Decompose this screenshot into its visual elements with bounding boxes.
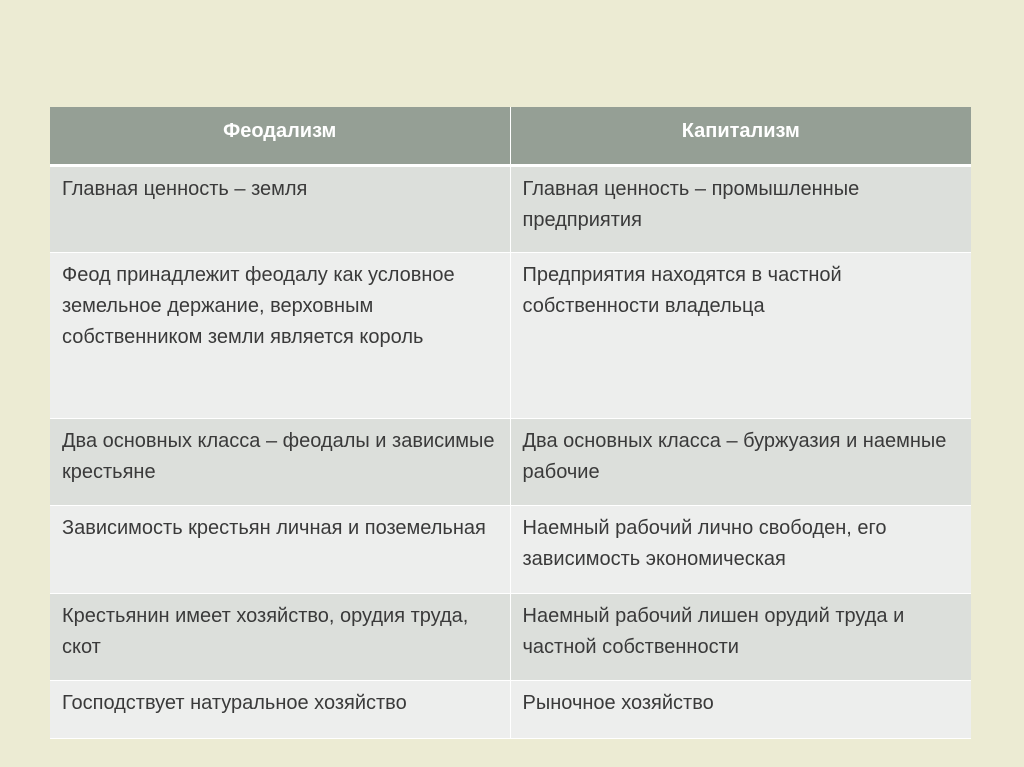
feudalism-cell: Главная ценность – земля xyxy=(50,165,510,252)
feudalism-cell: Господствует натуральное хозяйство xyxy=(50,680,510,738)
comparison-table xyxy=(50,107,971,739)
feudalism-cell: Два основных класса – феодалы и зависимые крестьяне xyxy=(50,418,510,505)
table-row xyxy=(50,593,971,680)
capitalism-cell: Рыночное хозяйство xyxy=(510,680,971,738)
table-row xyxy=(50,252,971,418)
table-row xyxy=(50,505,971,593)
capitalism-cell: Предприятия находятся в частной собственности владельца xyxy=(510,252,971,418)
feudalism-cell: Зависимость крестьян личная и поземельная xyxy=(50,505,510,593)
table-row xyxy=(50,165,971,252)
feudalism-cell: Крестьянин имеет хозяйство, орудия труда, скот xyxy=(50,593,510,680)
capitalism-cell: Главная ценность – промышленные предприятия xyxy=(510,165,971,252)
table-header-row xyxy=(50,107,971,165)
capitalism-cell: Наемный рабочий лично свободен, его зависимость экономическая xyxy=(510,505,971,593)
header-capitalism: Капитализм xyxy=(510,107,971,165)
table-row xyxy=(50,418,971,505)
header-feudalism: Феодализм xyxy=(50,107,510,165)
feudalism-cell: Феод принадлежит феодалу как условное земельное держание, верховным собственником земли является король xyxy=(50,252,510,418)
capitalism-cell: Наемный рабочий лишен орудий труда и частной собственности xyxy=(510,593,971,680)
table-row xyxy=(50,680,971,738)
capitalism-cell: Два основных класса – буржуазия и наемные рабочие xyxy=(510,418,971,505)
